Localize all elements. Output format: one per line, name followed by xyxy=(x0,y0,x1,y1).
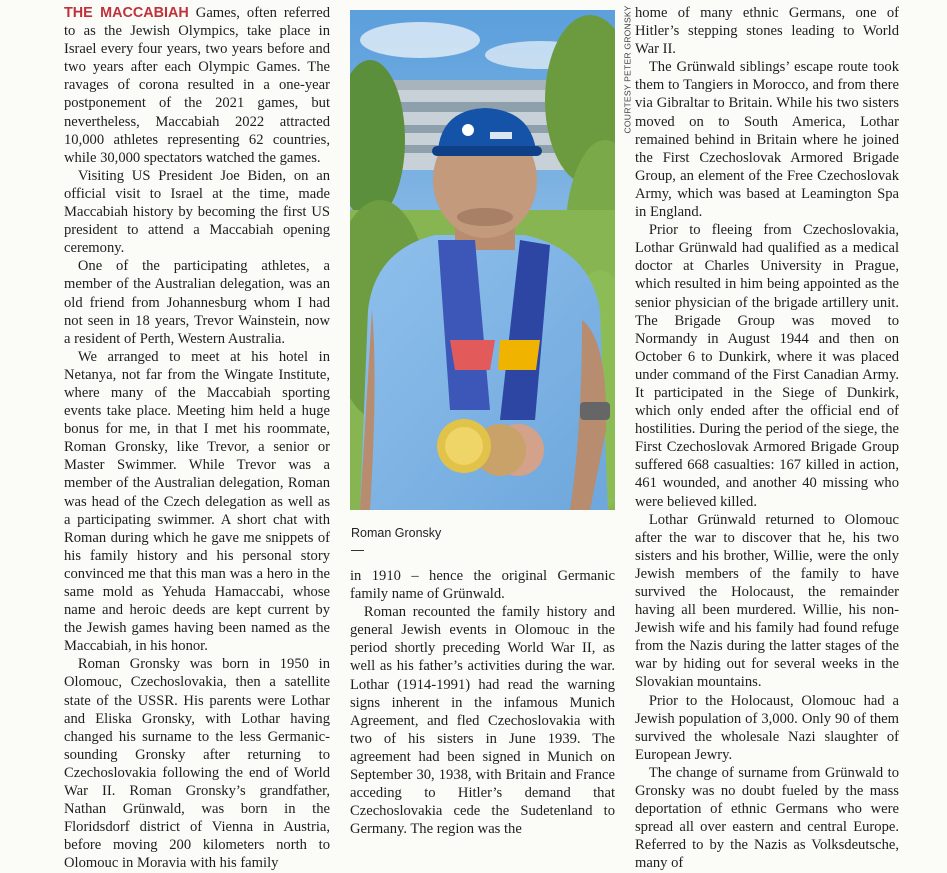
article-column-3 xyxy=(635,4,899,873)
article-paragraph: Lothar Grünwald returned to Olomouc after the war to discover that he, his two sisters and his brother, Willie, were the only Jewish members of the family to have survived the Holocaust, the remainder having all been murdered. Willie, his non-Jewish wife and his family had found refuge from the Nazis during the latter stages of the war by hiding out for several weeks in the Slovakian mountains. xyxy=(635,511,899,691)
article-paragraph: home of many ethnic Germans, one of Hitler’s stepping stones leading to World War II. xyxy=(635,5,899,58)
article-paragraph: One of the participating athletes, a member of the Australian delegation, was an old friend from Johannesburg whom I had not seen in 18 years, Trevor Wainstein, now a resident of Perth, Western Australia. xyxy=(64,258,330,347)
article-paragraph: We arranged to meet at his hotel in Netanya, not far from the Wingate Institute, where many of the Maccabiah sporting events take place. Meeting him held a huge bonus for me, in that I met his roommate, Roman Gronsky, like Trevor, a senior or Master Swimmer. While Trevor was a member of the Australian delegation, Roman was head of the Czech delegation as well as a participating swimmer. A short chat with Roman during which he gave me snippets of his family history and his personal story convinced me that this man was a hero in the same mold as Yehuda Hamaccabi, whose name and heroic deeds are kept current by the Jewish games having been named as the Maccabiah, in his honor. xyxy=(64,348,330,655)
article-paragraph: Prior to fleeing from Czechoslovakia, Lothar Grünwald had qualified as a medical doctor at Charles University in Prague, which resulted in him being appointed as the senior physician of the brigade artillery unit. The Brigade Group was moved to Normandy in August 1944 and then on October 6 to Dunkirk, where it was placed under command of the First Canadian Army. It participated in the Siege of Dunkirk, which only ended after the official end of hostilities. During the period of the siege, the First Czechoslovak Armored Brigade Group suffered 668 casualties: 167 killed in action, 461 wounded, and another 40 missing who were believed killed. xyxy=(635,222,899,510)
article-column-1 xyxy=(64,4,330,873)
article-paragraph: in 1910 – hence the original Germanic family name of Grünwald. xyxy=(350,568,615,603)
athlete-photo-illustration xyxy=(350,10,615,510)
paragraph-text: Games, often referred to as the Jewish Olympics, take place in Israel every four years, two years before and two years after each Olympic Games. The ravages of corona resulted in a one-year postponement of the 2021 games, but nevertheless, Maccabiah 2022 attracted 10,000 athletes representing 62 countries, while 30,000 spectators watched the games. xyxy=(64,5,331,166)
article-paragraph: Visiting US President Joe Biden, on an official visit to Israel at the time, made Maccabiah history by becoming the first US president to attend a Maccabiah opening ceremony. xyxy=(64,167,330,257)
caption-divider xyxy=(351,550,364,551)
article-paragraph: Roman recounted the family history and general Jewish events in Olomouc in the period shortly preceding World War II, as well as his father’s activities during the war. Lothar (1914-1991) had read the warning signs inherent in the infamous Munich Agreement, and fled Czechoslovakia with two of his sisters in June 1939. The agreement had been signed in Munich on September 30, 1938, with Britain and France acceding to Hitler’s demand that Czechoslovakia cede the Sudetenland to Germany. The region was the xyxy=(350,604,615,838)
article-kicker: THE MACCABIAH xyxy=(64,5,189,21)
article-paragraph xyxy=(64,4,330,167)
article-paragraph: The Grünwald siblings’ escape route took them to Tangiers in Morocco, and from there via Gibraltar to Britain. While his two sisters moved on to South America, Lothar remained behind in Britain where he joined the First Czechoslovak Armored Brigade Group, an element of the Free Czechoslovak Army, which was based at Leamington Spa in England. xyxy=(635,59,899,221)
article-paragraph: Prior to the Holocaust, Olomouc had a Jewish population of 3,000. Only 90 of them survived the wholesale Nazi slaughter of European Jewry. xyxy=(635,692,899,763)
article-paragraph: Roman Gronsky was born in 1950 in Olomouc, Czechoslovakia, then a satellite state of the USSR. His parents were Lothar and Eliska Gronsky, with Lothar having changed his surname to the less Germanic-sounding Gronsky after returning to Czechoslovakia following the end of World War II. Roman Gronsky’s grandfather, Nathan Grünwald, was born in the Floridsdorf district of Vienna in Austria, before moving 200 kilometers north to Olomouc in Moravia with his family xyxy=(64,656,330,872)
article-paragraph: The change of surname from Grünwald to Gronsky was no doubt fueled by the mass deportation of ethnic Germans who were spread all over eastern and central Europe. Referred to by the Nazis as Volksdeutsche, many of xyxy=(635,764,899,872)
photo-caption: Roman Gronsky xyxy=(351,526,442,540)
photo-credit-text: COURTESY PETER GRONSKY xyxy=(622,5,633,134)
photo-roman-gronsky xyxy=(350,10,615,510)
article-column-2 xyxy=(350,567,615,838)
photo-credit xyxy=(622,5,633,135)
